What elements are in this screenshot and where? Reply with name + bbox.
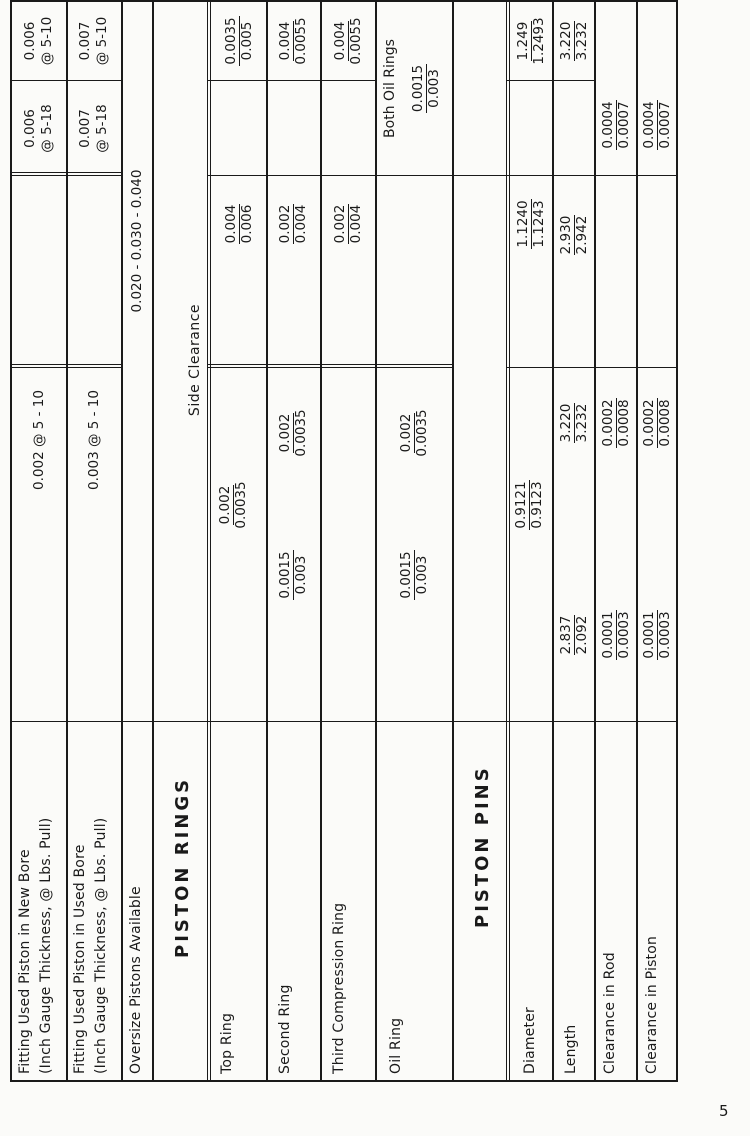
value-text: @ 5-10 bbox=[94, 16, 110, 66]
numerator: 0.9121 bbox=[513, 481, 529, 529]
value-text: 0.007 bbox=[77, 21, 93, 61]
value-cell bbox=[67, 140, 121, 740]
row-label-line: Fitting Used Piston in Used Bore bbox=[72, 844, 88, 1074]
value-cell bbox=[638, 590, 676, 680]
denominator: 0.0003 bbox=[616, 611, 632, 659]
denominator: 0.0035 bbox=[293, 409, 309, 457]
value-cell bbox=[12, 2, 66, 80]
value-cell bbox=[12, 82, 66, 175]
double-divider bbox=[506, 2, 510, 1080]
row-label: Clearance in Rod bbox=[602, 952, 618, 1074]
row-label-line: (Inch Gauge Thickness, @ Lbs. Pull) bbox=[38, 817, 54, 1074]
numerator: 3.220 bbox=[557, 403, 574, 443]
value-text: @ 5-18 bbox=[94, 104, 110, 153]
side-clearance-label: Side Clearance bbox=[187, 303, 203, 417]
value-text: 0.006 bbox=[22, 21, 38, 61]
numerator: 3.220 bbox=[557, 21, 574, 61]
column-divider bbox=[207, 364, 452, 368]
denominator: 0.006 bbox=[238, 204, 255, 244]
value-text: 0.002 @ 5 - 10 bbox=[31, 390, 47, 490]
value-cell bbox=[67, 82, 121, 175]
denominator: 1.2493 bbox=[531, 17, 547, 65]
numerator: 0.0004 bbox=[600, 101, 616, 149]
denominator: 0.004 bbox=[347, 204, 364, 244]
table-row bbox=[122, 2, 152, 1080]
value-cell bbox=[638, 378, 676, 468]
specifications-table bbox=[10, 0, 678, 1082]
value-cell bbox=[596, 378, 637, 468]
table-row bbox=[638, 2, 676, 1080]
numerator: 0.002 bbox=[397, 413, 414, 453]
value-text: 0.003 @ 5 - 10 bbox=[86, 390, 102, 490]
numerator: 0.002 bbox=[277, 413, 293, 453]
column-divider bbox=[506, 367, 676, 368]
value-cell bbox=[553, 590, 595, 680]
denominator: 2.092 bbox=[573, 615, 590, 655]
column-divider bbox=[12, 172, 122, 176]
denominator: 2.942 bbox=[573, 215, 590, 255]
table-row bbox=[510, 2, 553, 1080]
row-divider bbox=[636, 2, 638, 1080]
value-cell bbox=[67, 2, 121, 80]
numerator: 0.0002 bbox=[600, 399, 616, 447]
denominator: 0.0007 bbox=[616, 101, 632, 149]
value-cell bbox=[596, 75, 637, 175]
denominator: 0.0035 bbox=[413, 409, 430, 457]
row-divider bbox=[320, 2, 322, 1080]
column-divider bbox=[12, 80, 122, 81]
row-divider bbox=[152, 2, 154, 1080]
denominator: 1.1243 bbox=[531, 200, 547, 248]
value-text: @ 5-10 bbox=[39, 16, 55, 66]
row-label: Oil Ring bbox=[388, 1017, 404, 1074]
value-cell bbox=[321, 176, 375, 272]
table-row bbox=[553, 2, 595, 1080]
row-divider bbox=[266, 2, 268, 1080]
row-label bbox=[70, 818, 112, 1074]
denominator: 0.0055 bbox=[347, 17, 364, 65]
value-cell bbox=[510, 476, 553, 534]
value-text: @ 5-18 bbox=[39, 104, 55, 153]
row-label-line: Fitting Used Piston in New Bore bbox=[17, 849, 33, 1074]
value-cell bbox=[553, 378, 595, 468]
row-divider bbox=[66, 2, 68, 1080]
numerator: 0.004 bbox=[277, 21, 293, 61]
value-cell bbox=[510, 176, 553, 272]
row-label: Top Ring bbox=[219, 1012, 235, 1074]
denominator: 0.003 bbox=[293, 555, 309, 595]
table-row bbox=[596, 2, 637, 1080]
denominator: 0.0008 bbox=[656, 399, 673, 447]
value-cell bbox=[553, 200, 595, 270]
row-label: Oversize Pistons Available bbox=[128, 886, 144, 1074]
value-cell bbox=[376, 2, 452, 175]
value-cell bbox=[596, 590, 637, 680]
numerator: 0.002 bbox=[216, 485, 233, 525]
table-row bbox=[321, 2, 375, 1080]
value-text: 0.006 bbox=[22, 109, 38, 148]
row-divider bbox=[552, 2, 554, 1080]
denominator: 3.232 bbox=[573, 403, 590, 443]
value-text: 0.020 - 0.030 - 0.040 bbox=[129, 169, 145, 313]
both-oil-rings-label: Both Oil Rings bbox=[382, 39, 398, 138]
page-number: 5 bbox=[719, 1102, 729, 1120]
section-heading-piston-pins: PISTON PINS bbox=[472, 765, 493, 928]
table-row bbox=[12, 2, 66, 1080]
value-cell bbox=[211, 476, 267, 534]
value-cell bbox=[122, 2, 152, 480]
value-cell bbox=[638, 75, 676, 175]
value-cell bbox=[376, 530, 452, 620]
column-divider bbox=[506, 80, 594, 81]
denominator: 0.0008 bbox=[616, 399, 632, 447]
numerator: 0.004 bbox=[222, 204, 239, 244]
numerator: 0.0001 bbox=[640, 611, 657, 659]
table-row bbox=[267, 2, 320, 1080]
value-cell bbox=[267, 388, 320, 478]
row-divider bbox=[594, 2, 596, 1080]
numerator: 0.0015 bbox=[277, 551, 293, 599]
value-cell bbox=[211, 2, 267, 80]
denominator: 0.003 bbox=[413, 555, 430, 595]
row-label-line: (Inch Gauge Thickness, @ Lbs. Pull) bbox=[93, 817, 109, 1074]
numerator: 0.004 bbox=[331, 21, 348, 61]
row-label: Third Compression Ring bbox=[331, 902, 347, 1074]
row-label: Clearance in Piston bbox=[644, 935, 660, 1074]
numerator: 1.1240 bbox=[515, 200, 531, 248]
column-divider bbox=[207, 80, 376, 81]
row-divider bbox=[452, 2, 454, 1080]
denominator: 0.0007 bbox=[656, 101, 673, 149]
table-row bbox=[211, 2, 267, 1080]
row-label: Second Ring bbox=[277, 984, 293, 1074]
value-cell bbox=[376, 388, 452, 478]
value-text: 0.007 bbox=[77, 109, 93, 148]
denominator: 0.005 bbox=[238, 21, 255, 61]
numerator: 0.0015 bbox=[409, 64, 426, 113]
numerator: 0.0035 bbox=[222, 17, 239, 65]
row-label: Diameter bbox=[522, 1007, 538, 1074]
value-cell bbox=[211, 176, 267, 272]
denominator: 0.004 bbox=[293, 204, 309, 244]
value-cell bbox=[267, 530, 320, 620]
numerator: 0.0002 bbox=[640, 399, 657, 447]
value-cell bbox=[510, 2, 553, 80]
column-divider bbox=[12, 364, 122, 368]
value-cell bbox=[267, 176, 320, 272]
table-row bbox=[376, 2, 452, 1080]
numerator: 1.249 bbox=[515, 21, 531, 61]
numerator: 0.0015 bbox=[397, 551, 414, 599]
section-heading-piston-rings: PISTON RINGS bbox=[172, 776, 193, 958]
denominator: 0.0003 bbox=[656, 611, 673, 659]
value-cell bbox=[321, 2, 375, 80]
row-label bbox=[15, 818, 57, 1074]
row-divider bbox=[121, 2, 123, 1080]
denominator: 0.9123 bbox=[529, 481, 545, 529]
numerator: 2.930 bbox=[557, 215, 574, 255]
row-divider bbox=[375, 2, 377, 1080]
denominator: 0.003 bbox=[425, 69, 442, 108]
value-cell bbox=[12, 140, 66, 740]
denominator: 0.0035 bbox=[232, 481, 249, 529]
double-divider bbox=[207, 2, 211, 1080]
row-label: Length bbox=[563, 1024, 579, 1074]
numerator: 0.002 bbox=[277, 204, 293, 244]
denominator: 0.0055 bbox=[293, 17, 309, 65]
column-divider bbox=[12, 721, 676, 722]
numerator: 0.0001 bbox=[600, 611, 616, 659]
column-divider bbox=[207, 175, 676, 176]
numerator: 2.837 bbox=[557, 615, 574, 655]
value-cell bbox=[267, 2, 320, 80]
table-row bbox=[67, 2, 121, 1080]
numerator: 0.0004 bbox=[640, 101, 657, 149]
denominator: 3.232 bbox=[573, 21, 590, 61]
numerator: 0.002 bbox=[331, 204, 348, 244]
value-cell bbox=[553, 2, 595, 80]
